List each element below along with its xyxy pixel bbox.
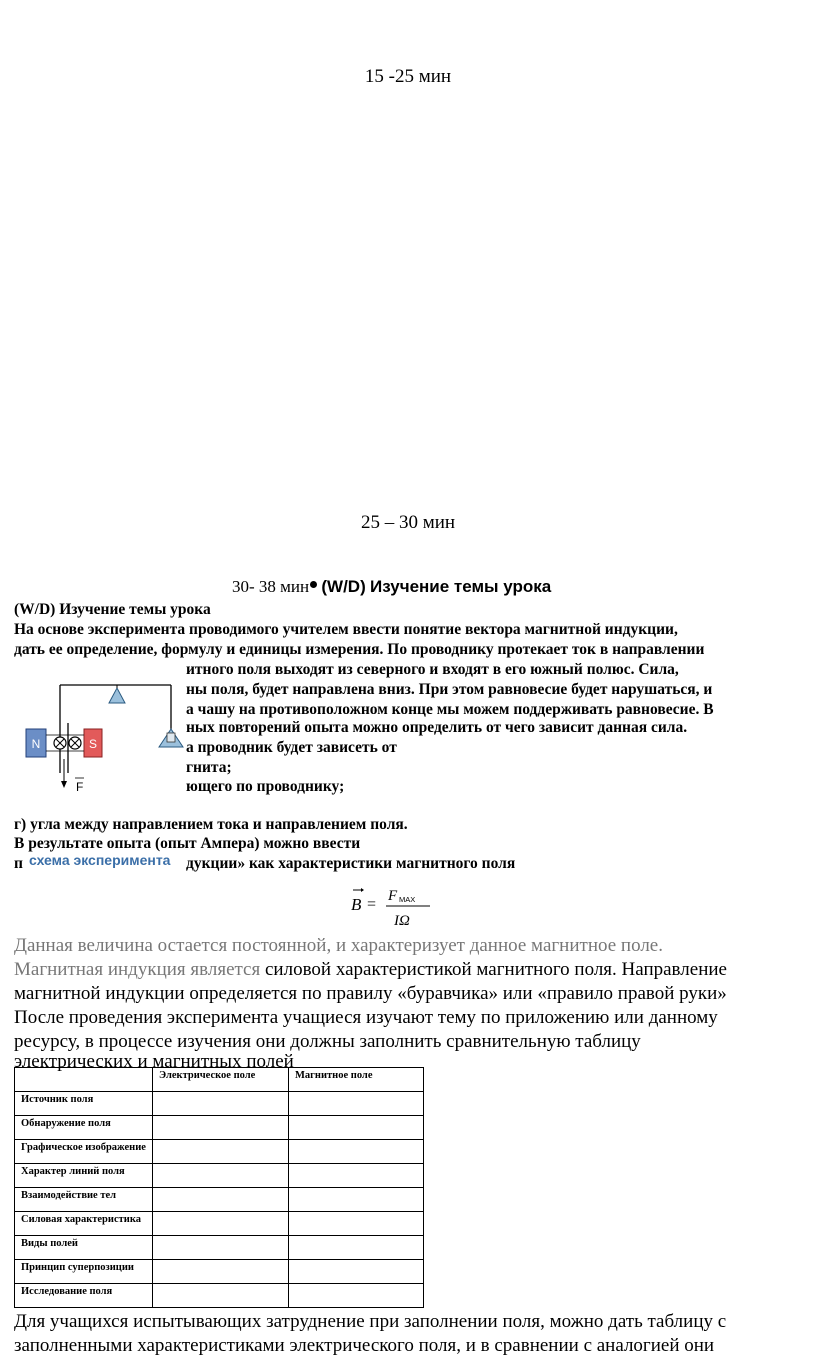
intro-line-9: ющего по проводнику; [186, 778, 345, 795]
table-row [15, 1116, 424, 1140]
experiment-diagram [6, 663, 184, 809]
paragraph-line-4: После проведения эксперимента учащиеся изучают тему по приложению или данному [14, 1007, 718, 1028]
table-cell-electric[interactable] [153, 1116, 289, 1140]
intro-line-7: а проводник будет зависеть от [186, 739, 397, 756]
row-label: Графическое изображение [15, 1140, 153, 1164]
row-label: Характер линий поля [15, 1164, 153, 1188]
pole-s-label: S [88, 737, 98, 751]
figure-caption: схема эксперимента [26, 852, 173, 868]
bullet-icon [310, 581, 317, 588]
table-cell-electric[interactable] [153, 1188, 289, 1212]
table-header-magnetic: Магнитное поле [289, 1068, 424, 1092]
paragraph-line-6: электрических и магнитных полей [14, 1051, 294, 1072]
table-row [15, 1140, 424, 1164]
intro-line-12: дукции» как характеристики магнитного поля [186, 855, 516, 872]
table-cell-electric[interactable] [153, 1212, 289, 1236]
paragraph-line-2 [14, 958, 727, 982]
table-cell-magnetic[interactable] [289, 1140, 424, 1164]
row-label: Источник поля [15, 1092, 153, 1116]
table-row [15, 1236, 424, 1260]
table-cell-magnetic[interactable] [289, 1188, 424, 1212]
paragraph-line-1: Данная величина остается постоянной, и характеризует данное магнитное поле. [14, 935, 663, 956]
formula-lhs: B [351, 895, 362, 914]
intro-line-2: дать ее определение, формулу и единицы измерения. По проводнику протекает ток в направлении [14, 641, 705, 658]
intro-line-8: гнита; [186, 759, 232, 776]
formula-denominator: IΩ [394, 913, 410, 929]
row-label: Обнаружение поля [15, 1116, 153, 1140]
intro-line-11: В результате опыта (опыт Ампера) можно ввести [14, 835, 361, 852]
row-label: Принцип суперпозиции [15, 1260, 153, 1284]
table-cell-electric[interactable] [153, 1164, 289, 1188]
table-header-electric: Электрическое поле [153, 1068, 289, 1092]
table-cell-magnetic[interactable] [289, 1236, 424, 1260]
intro-line-4: ны поля, будет направлена вниз. При этом равновесие будет нарушаться, и [186, 681, 713, 698]
time-label-30-38-text: 30- 38 мин [232, 577, 310, 596]
time-label-30-38-title: Изучение темы урока [370, 577, 552, 596]
comparison-table [14, 1067, 424, 1308]
intro-line-10: г) угла между направлением тока и направлением поля. [14, 816, 408, 833]
formula-svg [344, 882, 434, 932]
table-header-empty [15, 1068, 153, 1092]
table-cell-magnetic[interactable] [289, 1092, 424, 1116]
table-cell-electric[interactable] [153, 1236, 289, 1260]
table-cell-magnetic[interactable] [289, 1284, 424, 1308]
weight-icon [167, 733, 175, 742]
table-cell-magnetic[interactable] [289, 1212, 424, 1236]
formula-numerator: F [388, 888, 398, 904]
pole-n-label: N [31, 737, 41, 751]
fulcrum-icon [109, 688, 125, 703]
table-row [15, 1212, 424, 1236]
footer-line-1: Для учащихся испытывающих затруднение при заполнении поля, можно дать таблицу с [14, 1311, 727, 1332]
paragraph-line-3: магнитной индукции определяется по правилу «буравчика» или «правило правой руки» [14, 983, 727, 1004]
time-label-15-25: 15 -25 мин [364, 66, 452, 87]
row-label: Виды полей [15, 1236, 153, 1260]
table-cell-electric[interactable] [153, 1140, 289, 1164]
time-label-25-30: 25 – 30 мин [360, 512, 456, 533]
time-label-30-38 [232, 577, 551, 597]
paragraph-line-5: ресурсу, в процессе изучения они должны заполнить сравнительную таблицу [14, 1031, 641, 1052]
row-label: Взаимодействие тел [15, 1188, 153, 1212]
intro-line-12-start: п [14, 855, 23, 872]
row-label: Силовая характеристика [15, 1212, 153, 1236]
force-label: F [76, 780, 84, 794]
intro-line-3: итного поля выходят из северного и входят в его южный полюс. Сила, [186, 661, 679, 678]
intro-line-5: а чашу на противоположном конце мы можем поддерживать равновесие. В [186, 701, 714, 718]
paragraph-line-2-rest: силовой характеристикой магнитного поля. Направление [260, 959, 727, 980]
intro-line-6: ных повторений опыта можно определить от чего зависит данная сила. [186, 719, 688, 736]
formula-numerator-sub: MAX [399, 895, 416, 904]
table-cell-magnetic[interactable] [289, 1116, 424, 1140]
table-row [15, 1164, 424, 1188]
table-row [15, 1188, 424, 1212]
table-row [15, 1284, 424, 1308]
footer-line-2: заполненными характеристиками электрического поля, и в сравнении с аналогией они [14, 1335, 715, 1356]
formula-equals: = [367, 896, 377, 913]
table-cell-magnetic[interactable] [289, 1164, 424, 1188]
table-row [15, 1092, 424, 1116]
table-cell-electric[interactable] [153, 1284, 289, 1308]
table-cell-electric[interactable] [153, 1092, 289, 1116]
paragraph-gray-lead: Магнитная индукция является [14, 959, 261, 980]
table-cell-electric[interactable] [153, 1260, 289, 1284]
table-row [15, 1260, 424, 1284]
row-label: Исследование поля [15, 1284, 153, 1308]
section-heading: (W/D) Изучение темы урока [14, 601, 211, 618]
table-cell-magnetic[interactable] [289, 1260, 424, 1284]
induction-formula [344, 882, 434, 932]
intro-line-1: На основе эксперимента проводимого учителем ввести понятие вектора магнитной индукции, [14, 621, 678, 638]
experiment-figure [6, 663, 184, 809]
time-label-30-38-tag: (W/D) [321, 577, 366, 596]
table-header-row [15, 1068, 424, 1092]
